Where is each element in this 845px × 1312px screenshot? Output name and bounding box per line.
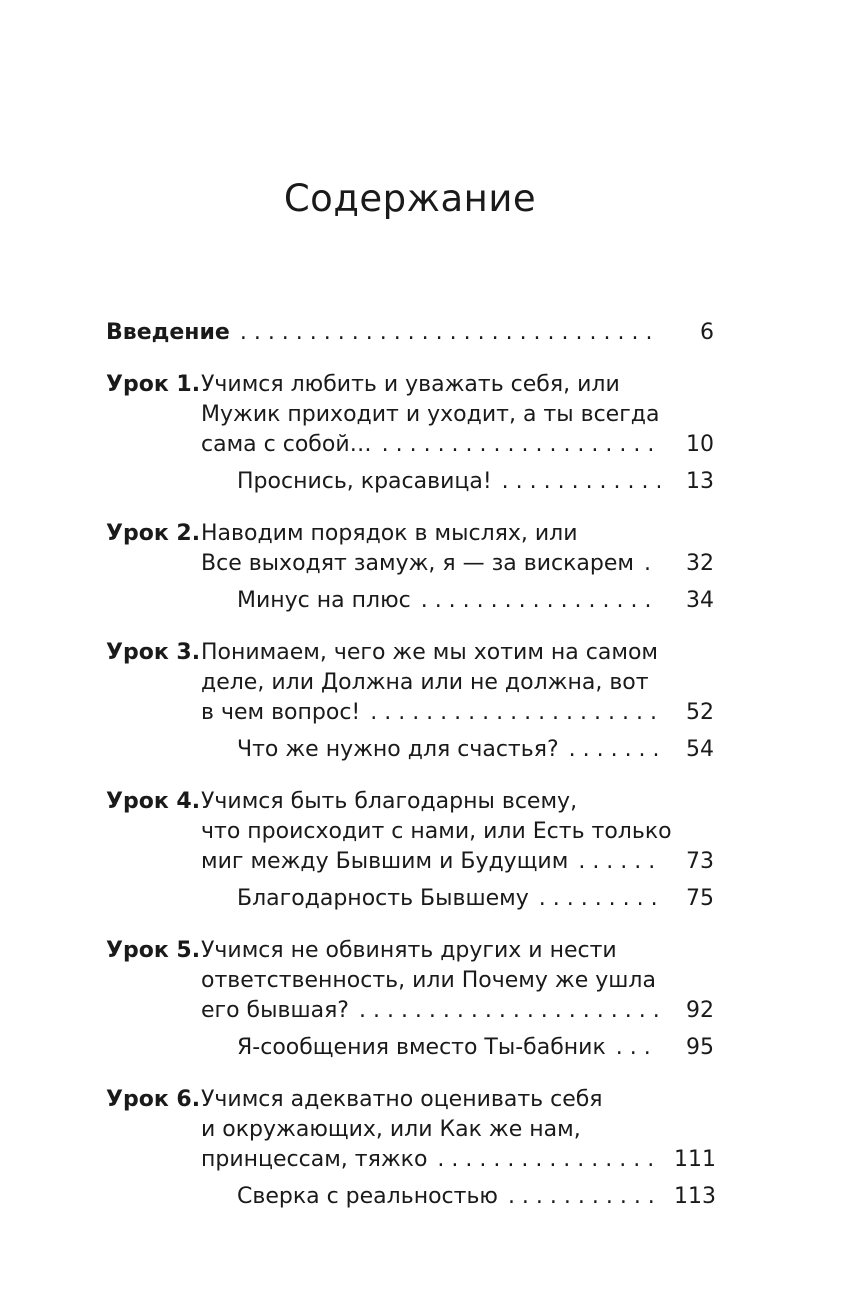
dot-leader	[502, 467, 660, 497]
toc-entry-intro[interactable]	[106, 318, 714, 348]
dot-leader	[240, 318, 660, 348]
lesson-title-line: деле, или Должна или не должна, вот	[201, 670, 649, 695]
toc-page-number: 73	[686, 849, 714, 874]
dot-leader	[370, 698, 660, 728]
lesson-title-line: Учимся любить и уважать себя, или	[201, 372, 620, 397]
lesson-title-line: Учимся быть благодарны всему,	[201, 789, 578, 814]
toc-subentry[interactable]	[106, 884, 714, 914]
lesson-title-line: в чем вопрос!	[201, 700, 361, 725]
dot-leader	[382, 430, 660, 460]
lesson-title-line: и окружающих, или Как же нам,	[201, 1117, 581, 1142]
dot-leader	[578, 847, 660, 877]
lesson-title-line: сама с собой…	[201, 432, 372, 457]
toc-page-number: 95	[686, 1035, 714, 1060]
toc-page-number: 32	[686, 551, 714, 576]
subentry-title: Что же нужно для счастья?	[237, 737, 559, 762]
toc-subentry[interactable]	[106, 735, 714, 765]
toc-page-number: 10	[686, 432, 714, 457]
subentry-title: Я-сообщения вместо Ты-бабник	[237, 1035, 606, 1060]
subentry-title: Проснись, красавица!	[237, 469, 492, 494]
dot-leader	[421, 586, 660, 616]
toc-page-number: 52	[686, 700, 714, 725]
toc-page-number: 92	[686, 998, 714, 1023]
toc-page-number: 111	[674, 1147, 716, 1172]
table-of-contents	[106, 318, 714, 1212]
lesson-label: Урок 4.	[106, 789, 201, 814]
toc-lesson-6[interactable]	[106, 1085, 714, 1212]
toc-page-number: 13	[686, 469, 714, 494]
lesson-label: Урок 3.	[106, 640, 201, 665]
toc-subentry[interactable]	[106, 586, 714, 616]
lesson-title-line: Понимаем, чего же мы хотим на самом	[201, 640, 659, 665]
lesson-title-line: Наводим порядок в мыслях, или	[201, 521, 578, 546]
lesson-title-line: ответственность, или Почему же ушла	[201, 968, 656, 993]
toc-subentry[interactable]	[106, 1033, 714, 1063]
dot-leader	[569, 735, 660, 765]
lesson-title-line: его бывшая?	[201, 998, 349, 1023]
toc-page-number: 34	[686, 588, 714, 613]
page-title: Содержание	[283, 176, 537, 220]
toc-lesson-3[interactable]	[106, 638, 714, 765]
toc-page-number: 6	[700, 320, 714, 345]
lesson-title-line: миг между Бывшим и Будущим	[201, 849, 569, 874]
dot-leader	[508, 1182, 660, 1212]
toc-subentry[interactable]	[106, 467, 714, 497]
lesson-label: Урок 5.	[106, 938, 201, 963]
toc-lesson-1[interactable]	[106, 370, 714, 497]
toc-lesson-5[interactable]	[106, 936, 714, 1063]
lesson-title-line: принцессам, тяжко	[201, 1147, 428, 1172]
toc-page-number: 113	[674, 1184, 716, 1209]
subentry-title: Минус на плюс	[237, 588, 411, 613]
lesson-title-line: Учимся не обвинять других и нести	[201, 938, 617, 963]
lesson-label: Урок 1.	[106, 372, 201, 397]
lesson-title-line: Учимся адекватно оценивать себя	[201, 1087, 603, 1112]
toc-subentry[interactable]	[106, 1182, 714, 1212]
subentry-title: Сверка с реальностью	[237, 1184, 498, 1209]
dot-leader	[616, 1033, 660, 1063]
toc-lesson-2[interactable]	[106, 519, 714, 616]
dot-leader	[437, 1145, 660, 1175]
dot-leader	[539, 884, 660, 914]
toc-lesson-4[interactable]	[106, 787, 714, 914]
subentry-title: Благодарность Бывшему	[237, 886, 529, 911]
lesson-title-line: Мужик приходит и уходит, а ты всегда	[201, 402, 660, 427]
dot-leader	[359, 996, 660, 1026]
toc-entry-title: Введение	[106, 320, 230, 345]
lesson-label: Урок 6.	[106, 1087, 201, 1112]
toc-page-number: 75	[686, 886, 714, 911]
lesson-title-line: что происходит с нами, или Есть только	[201, 819, 672, 844]
dot-leader	[644, 549, 660, 579]
toc-page-number: 54	[686, 737, 714, 762]
lesson-title-line: Все выходят замуж, я — за вискарем	[201, 551, 635, 576]
lesson-label: Урок 2.	[106, 521, 201, 546]
